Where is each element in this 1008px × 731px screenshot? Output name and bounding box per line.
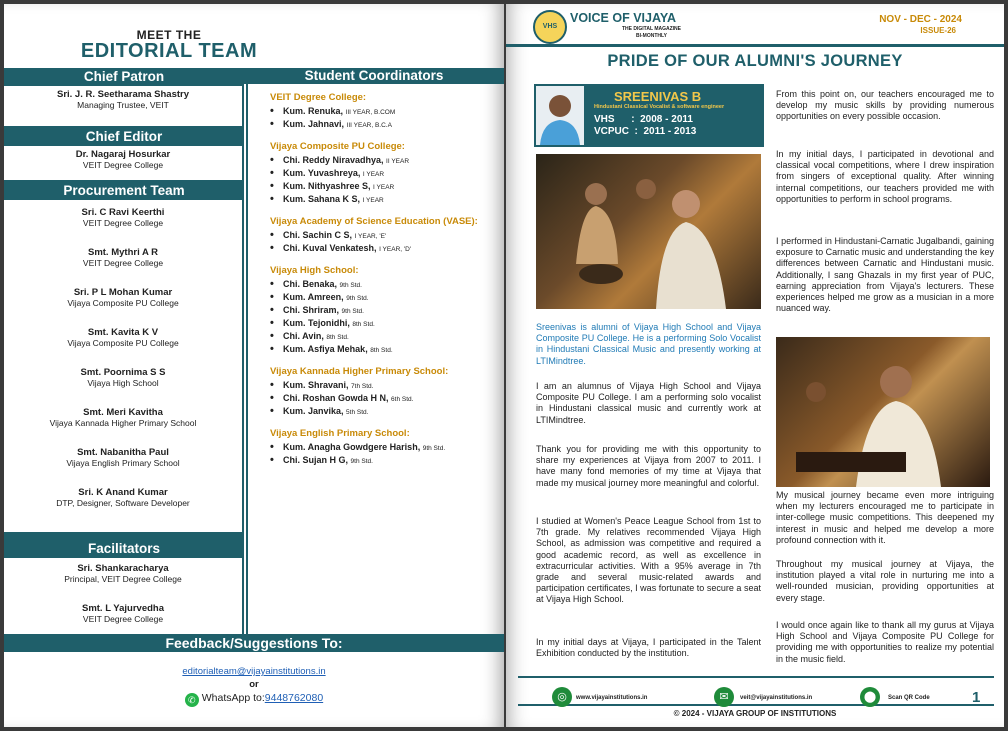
person-name: Sri. J. R. Seetharama Shastry (56, 89, 189, 100)
article-paragraph: From this point on, our teachers encouraged me to develop my music skills by providing numerous opportunities on every possible occasion. (776, 89, 994, 122)
article-paragraph: I performed in Hindustani-Carnatic Jugalbandi, gaining exposure to Carnatic music and understanding the key differences between Carnatic and Hindustani music. Additionally, I sang Ghazals in my first year of PUC, earning appreciation from Vijaya's lecturers. These experiences helped me grow as a musician in a more nuanced way. (776, 236, 994, 314)
feedback-email-link[interactable]: editorialteam@vijayainstitutions.in (182, 666, 326, 677)
person-role: VEIT Degree College (82, 218, 164, 228)
student-class: II YEAR (386, 158, 410, 165)
person-role: Vijaya Kannada Higher Primary School (49, 418, 197, 428)
header-divider (506, 44, 1004, 47)
page-title: PRIDE OF OUR ALUMNI'S JOURNEY (607, 52, 903, 70)
student-item (270, 305, 504, 315)
article-paragraph: My musical journey became even more intriguing when my lecturers encouraged me to participate in inter-college music competitions. This deepened my interest in music and helped me develop a more profound connection with it. (776, 490, 994, 545)
team-member (4, 444, 242, 484)
student-name: Kum. Sahana K S, (283, 194, 361, 204)
student-name: Chi. Sachin C S, (283, 230, 353, 240)
student-class: 9th Std. (339, 282, 362, 289)
issue-date: NOV - DEC - 2024 (879, 14, 962, 25)
team-member (4, 324, 242, 364)
student-coordinators-heading: Student Coordinators (244, 68, 504, 84)
student-item (270, 230, 504, 240)
logo-text: VHS (542, 23, 558, 30)
student-item (270, 318, 504, 328)
singer-image (776, 337, 990, 487)
globe-icon: ◎ (552, 687, 572, 707)
student-coordinators-list (246, 84, 504, 641)
person-role: Principal, VEIT Degree College (64, 574, 182, 584)
student-name: Chi. Shriram, (283, 305, 340, 315)
alumni-years (594, 114, 696, 138)
student-name: Kum. Tejonidhi, (283, 318, 350, 328)
page-number: 1 (972, 689, 981, 706)
article-paragraph: I am an alumnus of Vijaya High School and Vijaya Composite PU College. I am a performing solo vocalist in Hindustani classical music and currently work at LTIMindtree. (536, 381, 761, 425)
alumni-photo (536, 86, 584, 145)
person-role: Vijaya Composite PU College (67, 298, 179, 308)
article-paragraph: I studied at Women's Peace League School from 1st to 7th grade. My relatives recommended Vijaya High School, as admission was competitive and required a good academic record, as well as excellence in extracurricular activities. With a 95% average in 7th grade and several music-related awards and participation certificates, I was fortunate to secure a seat at Vijaya High School. (536, 516, 761, 605)
article-paragraph: In my initial days, I participated in devotional and classical vocal competitions, where I drew inspiration from singers of exceptional quality. After winning internal competitions, our teachers provided me with opportunities to perform in school programs. (776, 149, 994, 204)
student-class: I YEAR (362, 171, 385, 178)
person-role: VEIT Degree College (82, 258, 164, 268)
student-item (270, 442, 504, 452)
alumni-name: SREENIVAS B (614, 89, 702, 104)
feedback-heading: Feedback/Suggestions To: (4, 634, 504, 652)
student-class: III YEAR, B.COM (345, 109, 396, 116)
alumni-name-box (534, 84, 764, 147)
student-class: 7th Std. (351, 383, 374, 390)
issue-number: ISSUE-26 (920, 26, 956, 35)
student-class: 9th Std. (350, 458, 373, 465)
person-role: DTP, Designer, Software Developer (56, 498, 190, 508)
person-name: Smt. Meri Kavitha (83, 407, 163, 418)
article-paragraph: Throughout my musical journey at Vijaya, the institution played a vital role in nurturing me into a well-rounded musician, providing opportunities at every stage. (776, 559, 994, 603)
person-name: Smt. L Yajurvedha (81, 603, 165, 614)
student-name: Chi. Reddy Niravadhya, (283, 155, 384, 165)
whatsapp-label: WhatsApp to: (201, 692, 265, 704)
person-name: Smt. Nabanitha Paul (77, 447, 169, 458)
subtitle-line: BI-MONTHLY (636, 33, 667, 39)
team-member (4, 364, 242, 404)
whatsapp-number-link[interactable]: 9448762080 (264, 692, 324, 704)
qr-label: Scan QR Code (888, 695, 930, 701)
student-name: Kum. Renuka, (283, 106, 344, 116)
staff-column (4, 68, 244, 641)
student-item (270, 155, 504, 165)
chief-editor-box (4, 146, 242, 180)
person-role: VEIT Degree College (82, 614, 164, 624)
student-name: Kum. Anagha Gowdgere Harish, (283, 442, 421, 452)
person-name: Smt. Kavita K V (87, 327, 159, 338)
student-class: I YEAR (373, 184, 395, 191)
subtitle-line: THE DIGITAL MAGAZINE (622, 26, 681, 32)
concert-photo (536, 154, 761, 309)
student-item (270, 344, 504, 354)
student-name: Kum. Jahnavi, (283, 119, 345, 129)
team-member (4, 284, 242, 324)
magazine-subtitle (622, 26, 681, 40)
student-name: Chi. Benaka, (283, 279, 338, 289)
chief-patron-heading: Chief Patron (83, 69, 165, 84)
performance-image (536, 154, 761, 309)
student-item (270, 119, 504, 129)
student-class: 8th Std. (352, 321, 375, 328)
facilitators-box (4, 558, 242, 642)
procurement-box (4, 200, 242, 532)
team-member (4, 204, 242, 244)
person-name: Sri. C Ravi Keerthi (81, 207, 165, 218)
copyright: © 2024 - VIJAYA GROUP OF INSTITUTIONS (673, 709, 837, 718)
article-paragraph: In my initial days at Vijaya, I participated in the Talent Exhibition conducted by the institution. (536, 637, 761, 659)
vhs-logo (533, 10, 567, 44)
institution-heading: Vijaya High School: (270, 265, 359, 276)
institution-heading: Vijaya English Primary School: (270, 428, 410, 439)
alumni-page (506, 4, 1004, 727)
person-name: Sri. K Anand Kumar (78, 487, 168, 498)
student-coordinators (244, 68, 504, 641)
student-name: Chi. Sujan H G, (283, 455, 349, 465)
procurement-heading: Procurement Team (63, 183, 185, 198)
person-name: Smt. Mythri A R (87, 247, 159, 258)
student-item (270, 380, 504, 390)
student-name: Chi. Roshan Gowda H N, (283, 393, 389, 403)
student-class: III YEAR, B.C.A (346, 122, 392, 129)
editorial-team-title: EDITORIAL TEAM (80, 40, 258, 62)
article-paragraph: I would once again like to thank all my gurus at Vijaya High School and Vijaya Composite PU College for providing me with opportunities to realize my potential in the music field. (776, 620, 994, 664)
team-member (4, 404, 242, 444)
student-class: I YEAR (362, 197, 384, 204)
editorial-page (4, 4, 504, 727)
person-portrait-icon (536, 86, 584, 145)
student-name: Kum. Nithyashree S, (283, 181, 371, 191)
person-role: Vijaya English Primary School (66, 458, 180, 468)
institution-heading: Vijaya Academy of Science Education (VASE): (270, 216, 478, 227)
person-name: Sri. Shankaracharya (77, 563, 169, 574)
team-member (4, 560, 242, 600)
contact-footer (518, 676, 994, 706)
email-link[interactable]: veit@vijayainstitutions.in (740, 695, 813, 701)
student-item (270, 331, 504, 341)
student-name: Kum. Asfiya Mehak, (283, 344, 368, 354)
magazine-title: VOICE OF VIJAYA (570, 11, 677, 25)
whatsapp-line (4, 692, 504, 707)
or-text: or (249, 679, 259, 690)
whatsapp-icon: ✆ (185, 693, 199, 707)
student-class: I YEAR, 'D' (379, 246, 412, 253)
student-name: Kum. Janvika, (283, 406, 344, 416)
student-class: 8th Std. (370, 347, 393, 354)
institution-heading: VEIT Degree College: (270, 92, 367, 103)
student-item (270, 279, 504, 289)
chief-patron-box (4, 86, 242, 126)
student-class: 9th Std. (346, 295, 369, 302)
student-class: 9th Std. (422, 445, 446, 452)
student-name: Chi. Avin, (283, 331, 324, 341)
person-name: Sri. P L Mohan Kumar (73, 287, 173, 298)
person-name: Dr. Nagaraj Hosurkar (75, 149, 171, 160)
student-class: 6th Std. (391, 396, 414, 403)
mail-icon: ✉ (714, 687, 734, 707)
person-role: Vijaya Composite PU College (67, 338, 179, 348)
vocalist-photo (776, 337, 990, 487)
institution-heading: Vijaya Kannada Higher Primary School: (270, 366, 449, 377)
student-item (270, 393, 504, 403)
vcpuc-years: VCPUC : 2011 - 2013 (594, 126, 697, 137)
student-class: I YEAR, 'E' (354, 233, 387, 240)
student-item (270, 292, 504, 302)
student-name: Kum. Shravani, (283, 380, 349, 390)
institution-heading: Vijaya Composite PU College: (270, 141, 405, 152)
student-item (270, 243, 504, 253)
student-name: Kum. Yuvashreya, (283, 168, 361, 178)
student-name: Kum. Amreen, (283, 292, 344, 302)
team-member (4, 244, 242, 284)
student-item (270, 181, 504, 191)
chief-editor-heading: Chief Editor (85, 129, 163, 144)
person-role: Vijaya High School (87, 378, 159, 388)
alumni-intro: Sreenivas is alumni of Vijaya High School and Vijaya Composite PU College. He is a performing Solo Vocalist in Hindustani Classical Music and presently working at LTIMindtree. (536, 322, 761, 366)
person-role: VEIT Degree College (82, 160, 164, 170)
student-item (270, 406, 504, 416)
student-name: Chi. Kuval Venkatesh, (283, 243, 377, 253)
student-item (270, 455, 504, 465)
location-pin-icon: ⬤ (860, 687, 880, 707)
vhs-years: VHS : 2008 - 2011 (594, 114, 693, 125)
alumni-role: Hindustani Classical Vocalist & software engineer (594, 104, 725, 110)
person-name: Smt. Poornima S S (80, 367, 166, 378)
team-member (4, 484, 242, 524)
student-class: 5th Std. (346, 409, 369, 416)
magazine-spread (4, 4, 1004, 727)
person-role: Managing Trustee, VEIT (77, 100, 169, 110)
article-paragraph: Thank you for providing me with this opportunity to share my experiences at Vijaya from 2007 to 2011. I have many fond memories of my time at Vijaya that made my musical journey more meaningful and colorful. (536, 444, 761, 488)
student-item (270, 194, 504, 204)
student-item (270, 168, 504, 178)
student-class: 9th Std. (341, 308, 364, 315)
student-item (270, 106, 504, 116)
facilitators-heading: Facilitators (87, 541, 161, 556)
website-link[interactable]: www.vijayainstitutions.in (576, 695, 648, 701)
student-class: 8th Std. (326, 334, 349, 341)
meet-the-label: MEET THE (136, 28, 202, 42)
